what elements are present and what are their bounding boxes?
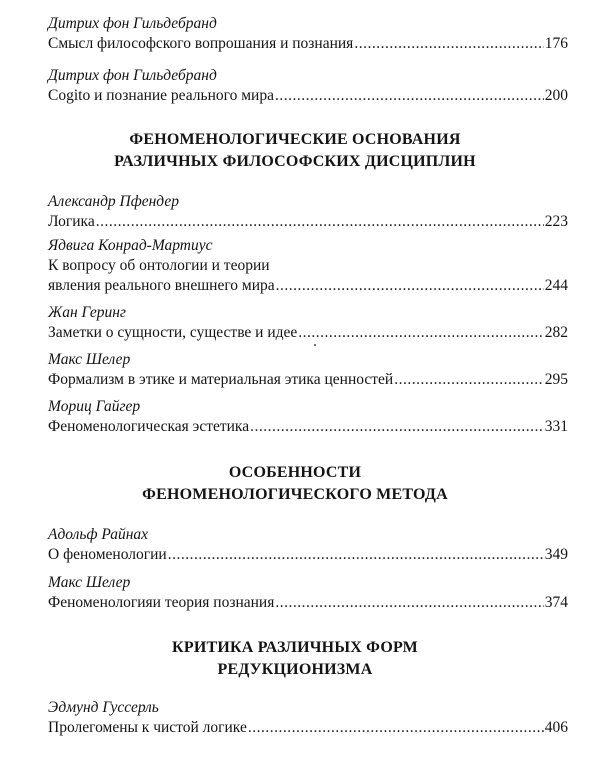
section-heading: ФЕНОМЕНОЛОГИЧЕСКОГО МЕТОДА [142, 486, 448, 503]
dot-leader [298, 323, 543, 343]
entry-title: Пролегомены к чистой логике [48, 719, 247, 736]
entry-line[interactable] [48, 370, 568, 390]
entry-line[interactable] [48, 417, 568, 437]
toc-entry [48, 14, 568, 54]
entry-line[interactable] [48, 323, 568, 343]
entry-page-number: 200 [544, 87, 568, 104]
section-heading: РАЗЛИЧНЫХ ФИЛОСОФСКИХ ДИСЦИПЛИН [114, 153, 476, 170]
toc-entry [48, 525, 568, 565]
entry-page-number: 244 [544, 277, 568, 294]
entry-line[interactable] [48, 34, 568, 54]
entry-author: Александр Пфендер [48, 193, 179, 210]
toc-entry [48, 66, 568, 106]
entry-author: Макс Шелер [48, 574, 131, 591]
entry-author: Жан Геринг [48, 304, 126, 321]
toc-entry [48, 397, 568, 437]
entry-title: Формализм в этике и материальная этика ценностей [48, 371, 394, 388]
entry-title: Cogito и познание реального мира [48, 87, 274, 104]
entry-line[interactable] [48, 593, 568, 613]
toc-entry [48, 573, 568, 613]
section-heading: РЕДУКЦИОНИЗМА [217, 661, 373, 678]
toc-entry [48, 698, 568, 738]
toc-entry [48, 236, 568, 296]
entry-author: Макс Шелер [48, 351, 131, 368]
toc-entry [48, 192, 568, 232]
entry-title: О феноменологии [48, 546, 167, 563]
section-heading: ФЕНОМЕНОЛОГИЧЕСКИЕ ОСНОВАНИЯ [129, 131, 461, 148]
dot-leader [96, 212, 544, 232]
entry-page-number: 282 [544, 324, 568, 341]
entry-author: Дитрих фон Гильдебранд [48, 67, 217, 84]
entry-page-number: 295 [544, 371, 568, 388]
dot-leader [248, 718, 544, 738]
entry-author: Адольф Райнах [48, 526, 149, 543]
entry-line[interactable] [48, 212, 568, 232]
dot-leader [276, 276, 544, 296]
dot-leader [354, 34, 543, 54]
dot-leader [250, 417, 544, 437]
entry-line[interactable] [48, 718, 568, 738]
entry-title[interactable]: К вопросу об онтологии и теории [48, 257, 270, 274]
entry-page-number: 406 [544, 719, 568, 736]
dot-leader [275, 86, 544, 106]
entry-author: Эдмунд Гуссерль [48, 699, 159, 716]
entry-title: Феноменологическая эстетика [48, 418, 250, 435]
section-heading: КРИТИКА РАЗЛИЧНЫХ ФОРМ [172, 639, 418, 656]
entry-page-number: 349 [544, 546, 568, 563]
dot-leader [275, 593, 543, 613]
entry-title: Смысл философского вопрошания и познания [48, 35, 354, 52]
print-speck [314, 344, 316, 346]
dot-leader [168, 545, 544, 565]
toc-entry [48, 303, 568, 343]
entry-title: Феноменологияи теория познания [48, 594, 275, 611]
entry-page-number: 176 [544, 35, 568, 52]
entry-line[interactable] [48, 276, 568, 296]
entry-author: Дитрих фон Гильдебранд [48, 15, 217, 32]
dot-leader [394, 370, 544, 390]
entry-author: Ядвига Конрад-Мартиус [48, 237, 213, 254]
entry-line[interactable] [48, 86, 568, 106]
entry-title: Логика [48, 213, 95, 230]
entry-title-continued: явления реального внешнего мира [48, 277, 275, 294]
entry-line[interactable] [48, 545, 568, 565]
entry-page-number: 223 [544, 213, 568, 230]
entry-page-number: 374 [544, 594, 568, 611]
entry-author: Мориц Гайгер [48, 398, 141, 415]
toc-entry [48, 350, 568, 390]
entry-page-number: 331 [544, 418, 568, 435]
entry-title: Заметки о сущности, существе и идее [48, 324, 298, 341]
section-heading: ОСОБЕННОСТИ [228, 464, 362, 481]
